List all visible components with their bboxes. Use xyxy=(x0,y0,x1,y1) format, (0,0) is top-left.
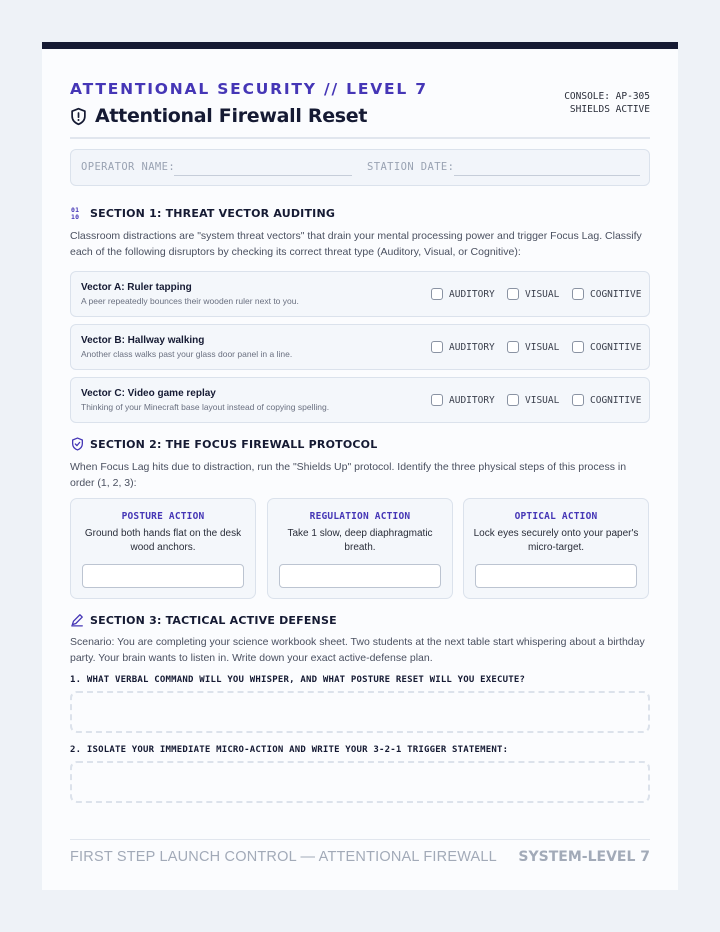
visual-checkbox[interactable] xyxy=(507,394,559,406)
section1-heading xyxy=(70,206,335,220)
question-1: 1. WHAT VERBAL COMMAND WILL YOU WHISPER, AND WHAT POSTURE RESET WILL YOU EXECUTE? xyxy=(70,675,526,685)
cognitive-checkbox[interactable] xyxy=(572,288,641,300)
pen-icon xyxy=(70,613,84,627)
section2-intro: When Focus Lag hits due to distraction, run the "Shields Up" protocol. Identify the three physical steps of this process in order (1, 2, 3): xyxy=(70,461,627,489)
operator-name-field[interactable] xyxy=(174,175,352,176)
checkbox-box[interactable] xyxy=(507,394,519,406)
console-status xyxy=(564,90,650,116)
binary-icon xyxy=(70,206,84,220)
question-2: 2. ISOLATE YOUR IMMEDIATE MICRO-ACTION AND WRITE YOUR 3-2-1 TRIGGER STATEMENT: xyxy=(70,745,509,755)
checkbox-box[interactable] xyxy=(431,394,443,406)
section2-title: SECTION 2: THE FOCUS FIREWALL PROTOCOL xyxy=(90,437,378,451)
checkbox-label: COGNITIVE xyxy=(590,341,642,353)
visual-checkbox[interactable] xyxy=(507,341,559,353)
checkbox-box[interactable] xyxy=(507,288,519,300)
card-body: Ground both hands flat on the desk wood anchors. xyxy=(84,528,242,553)
checkbox-label: VISUAL xyxy=(525,288,560,300)
card-heading: REGULATION ACTION xyxy=(309,511,411,522)
checkbox-box[interactable] xyxy=(572,288,584,300)
footer-left: FIRST STEP LAUNCH CONTROL — ATTENTIONAL FIREWALL xyxy=(70,849,497,865)
card-heading: OPTICAL ACTION xyxy=(514,511,598,522)
checkbox-label: VISUAL xyxy=(525,394,560,406)
auditory-checkbox[interactable] xyxy=(431,341,495,353)
section1-title: SECTION 1: THREAT VECTOR AUDITING xyxy=(90,206,336,220)
checkbox-label: COGNITIVE xyxy=(590,394,642,406)
checkbox-box[interactable] xyxy=(431,288,443,300)
section3-scenario: Scenario: You are completing your science workbook sheet. Two students at the next table start whispering about a birthday party. Your brain wants to listen in. Write down your exact active-defense plan. xyxy=(70,636,645,664)
cognitive-checkbox[interactable] xyxy=(572,341,641,353)
step-order-input[interactable] xyxy=(82,564,244,588)
console-id: CONSOLE: AP-305 xyxy=(564,91,650,102)
footer-divider xyxy=(70,839,650,840)
footer-right: SYSTEM-LEVEL 7 xyxy=(518,849,650,865)
card-body: Lock eyes securely onto your paper's micro-target. xyxy=(473,528,639,553)
checkbox-label: VISUAL xyxy=(525,341,560,353)
protocol-card-posture xyxy=(70,498,256,599)
answer-box-1[interactable] xyxy=(70,691,650,733)
card-heading: POSTURE ACTION xyxy=(121,511,205,522)
checkbox-label: COGNITIVE xyxy=(590,288,642,300)
section2-heading xyxy=(70,437,377,451)
vector-title: Vector C: Video game replay xyxy=(81,388,216,399)
checkbox-box[interactable] xyxy=(507,341,519,353)
auditory-checkbox[interactable] xyxy=(431,288,495,300)
vector-description: A peer repeatedly bounces their wooden ruler next to you. xyxy=(81,296,299,306)
vector-description: Thinking of your Minecraft base layout instead of copying spelling. xyxy=(81,402,330,412)
vector-row xyxy=(70,377,650,423)
card-body: Take 1 slow, deep diaphragmatic breath. xyxy=(287,528,433,553)
shield-check-icon xyxy=(70,437,84,451)
checkbox-box[interactable] xyxy=(431,341,443,353)
title-row xyxy=(70,105,367,127)
worksheet xyxy=(42,42,678,890)
svg-text:01: 01 xyxy=(71,206,80,214)
vector-title: Vector B: Hallway walking xyxy=(81,335,205,346)
checkbox-label: AUDITORY xyxy=(449,288,495,300)
svg-text:10: 10 xyxy=(71,213,80,220)
answer-box-2[interactable] xyxy=(70,761,650,803)
step-order-input[interactable] xyxy=(279,564,441,588)
auditory-checkbox[interactable] xyxy=(431,394,495,406)
vector-description: Another class walks past your glass door panel in a line. xyxy=(81,349,293,359)
section3-heading xyxy=(70,613,337,627)
cognitive-checkbox[interactable] xyxy=(572,394,641,406)
checkbox-box[interactable] xyxy=(572,341,584,353)
vector-title: Vector A: Ruler tapping xyxy=(81,282,192,293)
checkbox-label: AUDITORY xyxy=(449,394,495,406)
step-order-input[interactable] xyxy=(475,564,637,588)
protocol-card-regulation xyxy=(267,498,453,599)
station-date-label: STATION DATE: xyxy=(367,161,455,173)
protocol-card-optical xyxy=(463,498,649,599)
station-date-field[interactable] xyxy=(454,175,640,176)
page-title: Attentional Firewall Reset xyxy=(95,105,368,127)
checkbox-box[interactable] xyxy=(572,394,584,406)
shields-status: SHIELDS ACTIVE xyxy=(569,104,650,115)
checkbox-label: AUDITORY xyxy=(449,341,495,353)
visual-checkbox[interactable] xyxy=(507,288,559,300)
operator-name-label: OPERATOR NAME: xyxy=(81,161,176,173)
vector-row xyxy=(70,271,650,317)
section1-intro: Classroom distractions are "system threat vectors" that drain your mental processing power and trigger Focus Lag. Classify each of the following disruptors by checking its correct threat type (Auditory, Visual, or Cognitive): xyxy=(70,230,642,258)
section3-title: SECTION 3: TACTICAL ACTIVE DEFENSE xyxy=(90,613,337,627)
vector-row xyxy=(70,324,650,370)
shield-alert-icon xyxy=(70,107,87,126)
operator-info-box xyxy=(70,149,650,186)
header-divider xyxy=(70,137,650,139)
header-kicker: ATTENTIONAL SECURITY // LEVEL 7 xyxy=(70,80,428,98)
